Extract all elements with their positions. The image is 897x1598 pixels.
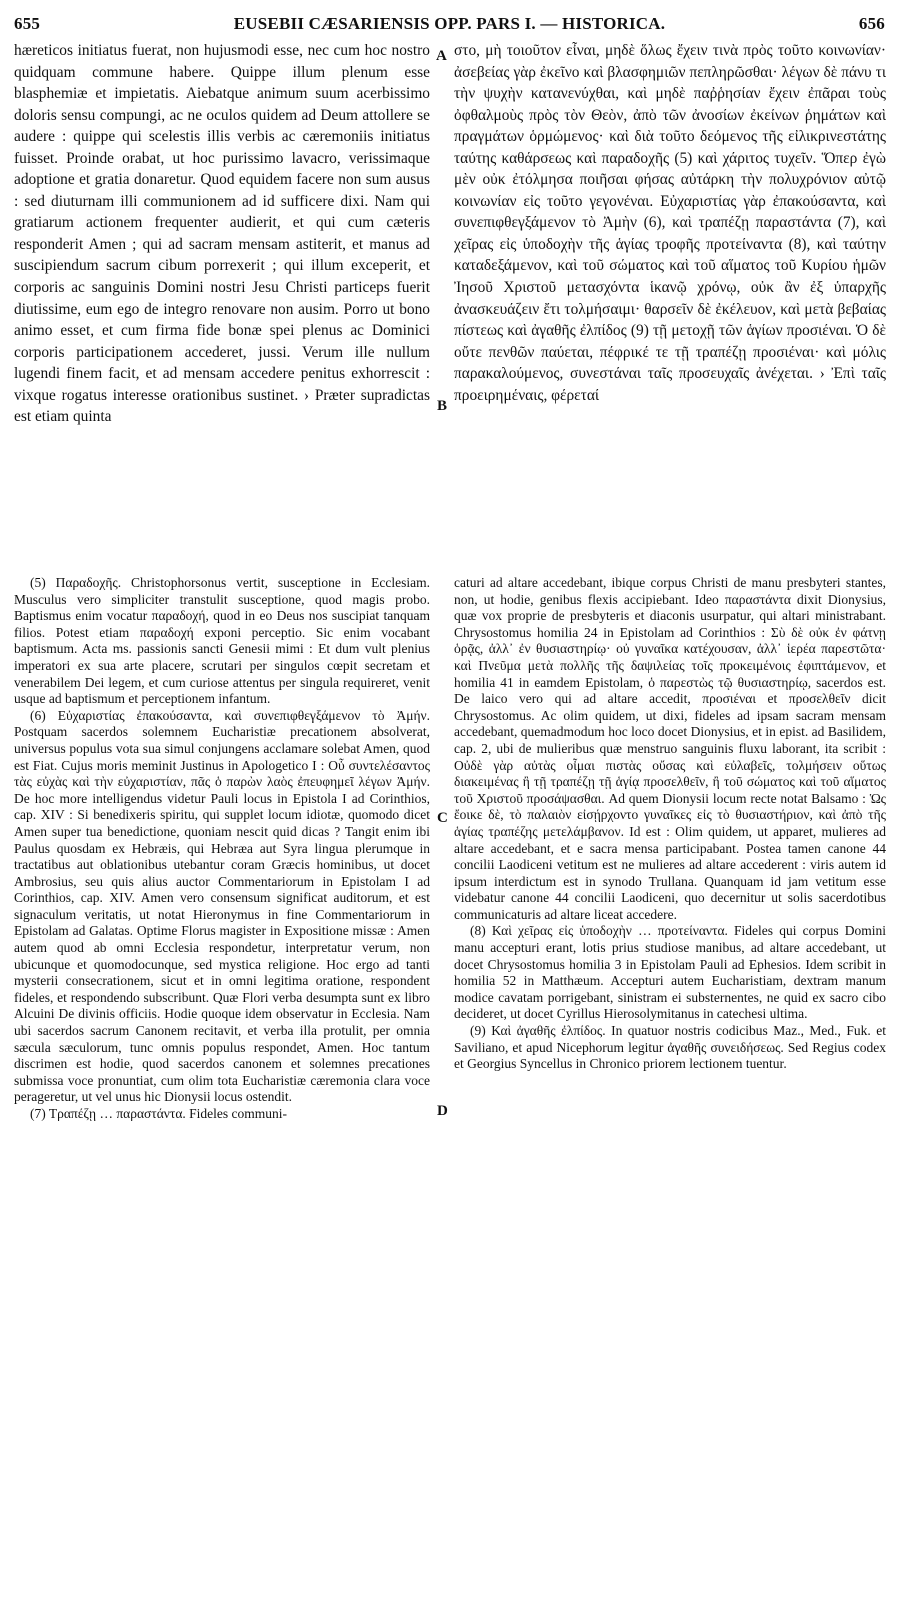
margin-marker-d: D — [437, 1103, 448, 1119]
latin-main-text: hæreticos initiatus fuerat, non hujusmodi esse, nec cum hoc nostro quidquam commune habere. Quippe illum plenum esse blasphemiæ et impietatis. Aiebatque animum suum acerbissimo doloris sensu compungi, ac ne oculos quidem ad Deum attollere se audere : quippe qui scelestis illis verbis ac cæremoniis initiatus fuisset. Proinde orabat, ut hoc purissimo lavacro, verissimaque adoptione et gratia donaretur. Quod equidem facere non sum ausus : sed diuturnam illi communionem ad id sufficere dixi. Nam qui gratiarum actionem frequenter audierit, et qui cum cæteris responderit Amen ; qui ad sacram mensam astiterit, et manus ad suscipiendum sacrum cibum porrexerit ; qui illum exceperit, et corporis ac sanguinis Domini nostri Jesu Christi particeps fuerit diutissime, eum ego de integro renovare non ausim. Porro ut bono animo esset, et cum firma fide bonæ spei plenus ac Dominici corporis participationem accederet, jussi. Verum ille nullum lugendi finem facit, et ad mensam accedere penitus exhorrescit : vixque rogatus interesse orationibus sustinet. › Præter supradictas est etiam quinta — [14, 42, 430, 426]
footnotes-right-column — [454, 575, 886, 1585]
footnote-7-continued: caturi ad altare accedebant, ibique corpus Christi de manu presbyteri stantes, non, ut hodie, genibus flexis accipiebant. Ideo παραστάντα dixit Dionysius, quæ vox proprie de presbyteris et diaconis usurpatur, qui altari ministrabant. Chrysostomus homilia 24 in Epistolam ad Corinthios : Σὺ δὲ οὐκ ἐν φάτνῃ ὁρᾷς, ἀλλ᾽ ἐν θυσιαστηρίῳ· οὐ γυναῖκα κατέχουσαν, ἀλλ᾽ ἱερέα παρεστῶτα· καὶ Πνεῦμα μετὰ πολλῆς τῆς δαψιλείας τοῖς προκειμένοις ἐφιπτάμενον, et homilia 41 in eamdem Epistolam, ὁ παρεστὼς τῷ θυσιαστηρίῳ, sacerdos est. De laico vero qui ad altare accedit, προσιέναι et προσελθεῖν dicit Chrysostomus. Ac olim quidem, ut dixi, fideles ad ipsam sacram mensam accedebant, quemadmodum hoc loco docet Dionysius, et in epist. ad Basilidem, cap. 2, ubi de mulieribus quæ menstruo sanguinis fluxu laborant, ita scribit : Οὐδὲ γὰρ αὐτὰς οἶμαι πιστὰς οὔσας καὶ εὐλαβεῖς, τολμήσειν οὕτως διακειμένας ἢ τῇ τραπέζῃ τῇ ἁγίᾳ προσελθεῖν, ἢ τοῦ σώματος καὶ τοῦ αἵματος τοῦ Χριστοῦ προσάψασθαι. Ad quem Dionysii locum recte notat Balsamo : Ὡς ἔοικε δὲ, τὸ παλαιὸν εἰσῄρχοντο γυναῖκες εἰς τὸ θυσιαστήριον, καὶ ἀπὸ τῆς ἁγίας τραπέζης μετελάμβανον. Id est : Olim quidem, ut apparet, mulieres ad altare accedebant, et e sacra mensa participabant. Postea tamen canone 44 concilii Laodiceni vetitum est ne mulieres ad altare accederent : viris autem id ipsum interdictum est in synodo Trullana. Quanquam id jam vetitum esse videbatur canone 44 concilii Laodiceni, quo decernitur ut solis sacerdotibus communicaturis ad altare liceat accedere. — [454, 575, 886, 922]
footnote-7-start: (7) Τραπέζῃ … παραστάντα. Fideles communi- — [30, 1106, 288, 1121]
page-header — [14, 10, 885, 36]
margin-marker-b: B — [437, 398, 448, 414]
page-number-left: 655 — [14, 14, 41, 33]
running-title: EUSEBII CÆSARIENSIS OPP. PARS I. — HISTORICA. — [233, 14, 666, 33]
margin-marker-c: C — [437, 810, 448, 826]
margin-marker-a: A — [436, 48, 447, 64]
footnote-6: (6) Εὐχαριστίας ἐπακούσαντα, καὶ συνεπιφθεγξάμενον τὸ Ἀμήν. Postquam sacerdos solemnem Eucharistiæ precationem absolverat, universus populus vota sua simul conjungens acclamare solebat Amen, quod est Fiat. Cujus moris meminit Justinus in Apologetico I : Οὗ συντελέσαντος τὰς εὐχὰς καὶ τὴν εὐχαριστίαν, πᾶς ὁ παρὼν λαὸς ἐπευφημεῖ λέγων Ἀμήν. De hoc more intelligendus videtur Pauli locus in Epistola I ad Corinthios, cap. XIV : Si benedixeris spiritu, qui supplet locum idiotæ, quomodo dicet Amen super tua benedictione, quoniam nescit quid dicas ? Tangit enim ibi Paulus quosdam ex Hebræis, qui Hebræa aut Syra lingua plerumque in tractatibus aut oblationibus utebantur coram Græcis hominibus, ut docet Ambrosius, seu quis alius auctor Commentariorum in Epistolam I ad Corinthios, cap. XIV. Amen vero consensum significat auditorum, et est signaculum veritatis, ut notat Hieronymus in fine Commentariorum in Epistolam ad Galatas. Optime Florus magister in Expositione missæ : Amen autem quod ab omni Ecclesia respondetur, interpretatur verum, non ubicunque et quomodocunque, sed mystica religione. Hoc ergo ad tanti mysterii consecrationem, sicut et in omni legitima oratione, respondent fideles, et respondendo subscribunt. Quæ Flori verba desumpta sunt ex libro Alcuini De divinis officiis. Hodie quoque idem observatur in Ecclesia. Nam ubi sacerdos sacrum Canonem recitavit, et verba illa protulit, per omnia sæcula sæculorum, tunc omnis populus respondet, Amen. Hoc tantum discrimen est hodie, quod sacerdos canonem et solemnes precationes submissa voce pronuntiat, cum olim tota Eucharistiæ cæremonia clara voce perageretur, ut vel unus hic Dionysii locus ostendit. — [14, 707, 430, 1105]
footnotes-left-column — [14, 575, 430, 1585]
footnote-8: (8) Καὶ χεῖρας εἰς ὑποδοχὴν … προτείναντα. Fideles qui corpus Domini manu accepturi erant, lotis prius studiose manibus, ad altare accedebant, ut docet Chrysostomus homilia 3 in Epistolam Pauli ad Ephesios. Idem scribit in homilia 52 in Matthæum. Accepturi autem Eucharistiam, dextram manum modice cavatam porrigebant, sinistram ei substernentes, ne quid ex sacro cibo decideret, ut docet Cyrillus Hierosolymitanus in catechesi ultima. — [454, 923, 886, 1022]
greek-main-text: στο, μὴ τοιοῦτον εἶναι, μηδὲ ὅλως ἔχειν τινὰ πρὸς τοῦτο κοινωνίαν· ἀσεβείας γὰρ ἐκεῖνο καὶ βλασφημιῶν πεπληρῶσθαι· λέγων δὲ πάνυ τι τὴν ψυχὴν κατανενύχθαι, καὶ μηδὲ παῤῥησίαν ἔχειν ἐπᾶραι τοὺς ὀφθαλμοὺς πρὸς τὸν Θεὸν, ἀπὸ τῶν ἀνοσίων ἐκείνων ῥημάτων καὶ πραγμάτων ὁρμώμενος· καὶ διὰ τοῦτο δεόμενος τῆς εἰλικρινεστάτης ταύτης καθάρσεως καὶ παραδοχῆς (5) καὶ χάριτος τυχεῖν. Ὅπερ ἐγὼ μὲν οὐκ ἐτόλμησα ποιῆσαι φήσας αὐτάρκη τὴν πολυχρόνιον αὐτῷ κοινωνίαν εἰς τοῦτο γεγονέναι. Εὐχαριστίας γὰρ ἐπακούσαντα, καὶ συνεπιφθεγξάμενον τὸ Ἀμὴν (6), καὶ τραπέζῃ παραστάντα (7), καὶ χεῖρας εἰς ὑποδοχὴν τῆς ἁγίας τροφῆς προτείναντα (8), καὶ ταύτην καταδεξάμενον, καὶ τοῦ σώματος καὶ τοῦ αἵματος τοῦ Κυρίου ἡμῶν Ἰησοῦ Χριστοῦ μετασχόντα ἱκανῷ χρόνῳ, οὐκ ἂν ἐξ ὑπαρχῆς ἀνασκευάζειν ἔτι τολμήσαιμι· θαρσεῖν δὲ ἐκέλευον, καὶ μετὰ βεβαίας πίστεως καὶ ἀγαθῆς ἐλπίδος (9) τῇ μετοχῇ τῶν ἁγίων προσιέναι. Ὁ δὲ οὔτε πενθῶν παύεται, πέφρικέ τε τῇ τραπέζῃ προσιέναι· καὶ μόλις παρακαλούμενος, συνεστάναι ταῖς προσευχαῖς ἀνέχεται. › Ἐπὶ ταῖς προειρημέναις, φέρεταί — [454, 42, 886, 404]
page-number-right: 656 — [858, 14, 885, 33]
footnote-5: (5) Παραδοχῆς. Christophorsonus vertit, susceptione in Ecclesiam. Musculus vero simpliciter transtulit susceptione, quod magis probo. Baptismus enim vocatur παραδοχή, quod in eo Deus nos suscipiat tanquam filios. Potest etiam παραδοχή exponi perceptio. Sic enim vocabant baptismum. Acta ms. passionis sancti Genesii mimi : Et dum vult plenius imperatori ex sua arte placere, scrutari per singulos cœpit secretam et venerabilem Dei legem, et cum curiose attentus per singula requireret, venit usque ad baptismum et perceptionem infantum. — [14, 575, 430, 707]
footnote-9: (9) Καὶ ἀγαθῆς ἐλπίδος. In quatuor nostris codicibus Maz., Med., Fuk. et Saviliano, et apud Nicephorum legitur ἀγαθῆς συνειδήσεως. Sed Regius codex et Georgius Syncellus in Chronico priorem lectionem tuentur. — [454, 1023, 886, 1072]
